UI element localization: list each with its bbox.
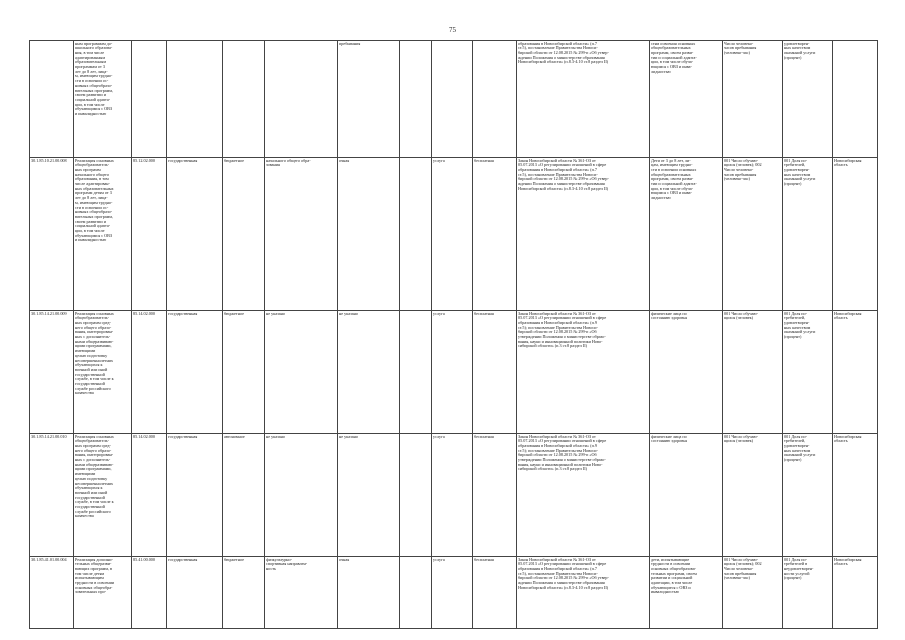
cell-text: 001 Число обучаю- щихся (человек); 002 Число человеко- часов пребывания (человеко-час) <box>724 556 762 581</box>
cell-content <box>265 557 338 629</box>
cell-volume <box>723 41 783 158</box>
cell-text: 001 Доля по- требителей, удовлетворен- ных качеством оказанной услуги (процент) <box>784 157 816 187</box>
cell-text: Реализация основных общеобразователь- ных программ сред- него общего образо- вания, интегрирован- ных с дополнитель- ными общеразвиваю- щими программами, имеющими целью подготовку несовершеннолетних обучающихся к военной или иной государственной службе, в том числе к государственной службе российского казачества <box>75 433 114 519</box>
cell-text: Новосибирская область <box>834 157 862 168</box>
cell-text: бесплатная <box>474 556 494 562</box>
cell-text: Новосибирская область <box>834 433 862 444</box>
cell-text: услуга <box>433 433 445 439</box>
cell-name <box>74 557 132 629</box>
cell-text: бюджетное <box>224 556 244 562</box>
table-row <box>30 557 878 629</box>
cell-consumers <box>650 557 723 629</box>
page-number: 75 <box>449 26 456 34</box>
cell-kind <box>167 158 223 311</box>
cell-form <box>432 434 473 557</box>
table-row <box>30 434 878 557</box>
cell-text: физические лица по состоянию здоровья <box>651 310 688 321</box>
cell-cond2 <box>400 434 432 557</box>
cell-okved <box>132 311 167 434</box>
cell-text: Закон Новосибирской области № 361-ОЗ от 05.07.2013 «О регулировании отношений в сфере образования в Новосибирской области» (п.9 ст.5); постановление Правительства Новоси- бирской области от 12.08.2015 № 299-п «Об утверждении Положения о министерстве образо- вания, науки и инновационной политики Ново- сибирской области» (п.3 ст.8 раздел II) <box>518 310 607 349</box>
cell-type <box>223 41 265 158</box>
cell-text: услуга <box>433 157 445 163</box>
cell-pay <box>473 158 517 311</box>
cell-kind <box>167 557 223 629</box>
cell-okved <box>132 41 167 158</box>
cell-text: 30.1.85.14.21.00.009 <box>31 310 67 316</box>
cell-quality <box>783 557 833 629</box>
cell-cond2 <box>400 311 432 434</box>
cell-text: пребывания <box>339 40 361 46</box>
cell-cond1 <box>338 311 400 434</box>
cell-code <box>30 158 74 311</box>
cell-text: государственная <box>168 157 198 163</box>
cell-text: Дети от 3 до 8 лет, ли- цам, имеющим трудно- сти в освоении основных общеобразовательных программ, своем разви- тии и социальной адапта- ции, в том числе обуча- ющимся с ОВЗ и инва- лидностью <box>651 157 697 201</box>
cell-text: бюджетное <box>224 310 244 316</box>
table-row <box>30 158 878 311</box>
cell-text: 001 Число обучаю- щихся (человек); 002 Число человеко- часов пребывания (человеко-час) <box>724 157 762 182</box>
cell-text: услуга <box>433 310 445 316</box>
cell-cond2 <box>400 158 432 311</box>
cell-text: Число человеко- часов пребывания (человеко-час) <box>724 40 757 55</box>
cell-text: 30.1.85.10.21.00.008 <box>31 157 67 163</box>
cell-okved <box>132 158 167 311</box>
cell-quality <box>783 434 833 557</box>
cell-text: Реализация дополни- тельных общеразви- вающих программ, в том числе детям испытывающим трудности в освоении основных общеобра- зовательных про- <box>75 556 115 595</box>
cell-text: Закон Новосибирской области № 361-ОЗ от 05.07.2013 «О регулировании отношений в сфере образования в Новосибирской области» (п.7 ст.5), постановление Правительства Новоси- бирской области от 12.08.2015 № 299-п «Об утвер- ждении Положения о министерстве образования Новосибирской области» (п.8.3-4.10 ст.8 раздел II) <box>518 157 609 191</box>
cell-text: стям освоения основных общеобразовательных программ, своем разви- тии и социальной адапта- ции, в том числе обуча- ющимся с ОВЗ и инва- лидностью <box>651 40 697 74</box>
cell-okved <box>132 557 167 629</box>
cell-law <box>517 311 650 434</box>
cell-text: 001 Доля по- требителей, удовлетворен- ных качеством оказанной услуги (процент) <box>784 433 816 463</box>
cell-content <box>265 311 338 434</box>
cell-text: 001 Число обучаю- щихся (человек) <box>724 310 759 321</box>
cell-form <box>432 41 473 158</box>
cell-text: 85.14.02.000 <box>133 310 155 316</box>
cell-text: Закон Новосибирской области № 361-ОЗ от 05.07.2013 «О регулировании отношений в сфере образования в Новосибирской области» (п.7 ст.5), постановление Правительства Новоси- бирской области от 12.08.2015 № 299-п «Об утвер- ждении Положения о министерстве образования Новосибирской области» (п.8.3-4.10 ст.8 раздел II) <box>518 556 609 590</box>
cell-law <box>517 557 650 629</box>
cell-text: ным программам до- школьного образова- ния, в том числе адаптированным образовательным программам от 3 лет до 8 лет, лица- м, имеющим трудно- сти в освоении ос- новных общеобразо- вательных программ, своем развитии и социальной адапта- ции, в том числе обучающимся с ОВЗ и инвалидностью <box>75 40 114 117</box>
cell-content <box>265 434 338 557</box>
table-body <box>30 41 878 629</box>
cell-text: бюджетное <box>224 157 244 163</box>
cell-form <box>432 311 473 434</box>
cell-pay <box>473 311 517 434</box>
cell-law <box>517 41 650 158</box>
cell-text: очная <box>339 157 350 163</box>
cell-pay <box>473 41 517 158</box>
cell-consumers <box>650 311 723 434</box>
cell-code <box>30 557 74 629</box>
cell-type <box>223 434 265 557</box>
cell-text: бесплатная <box>474 433 494 439</box>
cell-text: не указано <box>339 310 358 316</box>
cell-text: бесплатная <box>474 157 494 163</box>
cell-kind <box>167 311 223 434</box>
cell-consumers <box>650 434 723 557</box>
cell-territory <box>833 41 878 158</box>
cell-content <box>265 158 338 311</box>
cell-text: физкультурно- спортивная направлен- ность <box>266 556 308 571</box>
cell-text: 30.1.85.14.21.00.010 <box>31 433 67 439</box>
cell-territory <box>833 434 878 557</box>
cell-text: 001 Число обучаю- щихся (человек) <box>724 433 759 444</box>
cell-text: Реализация основных общеобразователь- ных программ начального общего образования, в том числе адаптирован- ных образовательных программ детям от 3 лет до 8 лет, лица- м, имеющим трудно- сти в освоении ос- новных общеобразо- вательных программ, своем развитии и социальной адапта- ции, в том числе обучающимся с ОВЗ и инвалидностью <box>75 157 114 243</box>
cell-form <box>432 557 473 629</box>
cell-text: Реализация основных общеобразователь- ных программ сред- него общего образо- вания, интегрирован- ных с дополнитель- ными общеразвиваю- щими программами, имеющими целью подготовку несовершеннолетних обучающихся к военной или иной государственной службе, в том числе к государственной службе российского казачества <box>75 310 114 396</box>
cell-cond2 <box>400 41 432 158</box>
cell-cond2 <box>400 557 432 629</box>
cell-type <box>223 557 265 629</box>
cell-volume <box>723 311 783 434</box>
cell-text: не указано <box>339 433 358 439</box>
cell-name <box>74 158 132 311</box>
cell-content <box>265 41 338 158</box>
cell-okved <box>132 434 167 557</box>
cell-text: 85.12.02.000 <box>133 157 155 163</box>
cell-volume <box>723 158 783 311</box>
cell-type <box>223 311 265 434</box>
cell-text: государственная <box>168 433 198 439</box>
cell-pay <box>473 557 517 629</box>
cell-law <box>517 434 650 557</box>
cell-kind <box>167 434 223 557</box>
table-row <box>30 41 878 158</box>
cell-cond1 <box>338 557 400 629</box>
cell-text: 85.41.00.000 <box>133 556 155 562</box>
cell-volume <box>723 557 783 629</box>
cell-volume <box>723 434 783 557</box>
services-register-table <box>29 40 878 629</box>
cell-code <box>30 311 74 434</box>
cell-text: образования в Новосибирской области» (п.7 ст.5), постановление Правительства Новоси- бирской области от 12.08.2015 № 299-п «Об утвер- ждении Положения о министерстве образования Новосибирской области» (п.8.3-4.10 ст.8 раздел II) <box>518 40 609 65</box>
cell-name <box>74 434 132 557</box>
cell-territory <box>833 311 878 434</box>
cell-law <box>517 158 650 311</box>
cell-text: не указано <box>266 310 285 316</box>
cell-form <box>432 158 473 311</box>
cell-text: услуга <box>433 556 445 562</box>
cell-text: государственная <box>168 310 198 316</box>
cell-type <box>223 158 265 311</box>
cell-text: Новосибирская область <box>834 556 862 567</box>
cell-text: 001 Доля по- требителей в неудовлетворен- ности услугой (процент) <box>784 556 814 581</box>
cell-text: 001 Доля по- требителей, удовлетворен- ных качеством оказанной услуги (процент) <box>784 310 816 340</box>
cell-code <box>30 41 74 158</box>
cell-quality <box>783 41 833 158</box>
cell-text: физические лица по состоянию здоровья <box>651 433 688 444</box>
cell-text: Новосибирская область <box>834 310 862 321</box>
cell-text: Закон Новосибирской области № 361-ОЗ от 05.07.2013 «О регулировании отношений в сфере образования в Новосибирской области» (п.9 ст.5); постановление Правительства Новоси- бирской области от 12.08.2015 № 299-п «Об утверждении Положения о министерстве образо- вания, науки и инновационной политики Ново- сибирской области» (п.3 ст.8 раздел II) <box>518 433 607 472</box>
cell-text: удовлетворен- ных качеством оказанной услуги (процент) <box>784 40 816 60</box>
cell-cond1 <box>338 158 400 311</box>
cell-pay <box>473 434 517 557</box>
cell-cond1 <box>338 434 400 557</box>
cell-territory <box>833 557 878 629</box>
cell-text: дети, испытывающие трудности в освоении основных общеобразова- тельных программ, своем развитии и социальной адаптации, в том числе обучающиеся с ОВЗ и инвалидностью <box>651 556 697 595</box>
cell-code <box>30 434 74 557</box>
cell-text: 85.14.02.000 <box>133 433 155 439</box>
cell-text: государственная <box>168 556 198 562</box>
cell-cond1 <box>338 41 400 158</box>
cell-text: не указано <box>266 433 285 439</box>
cell-kind <box>167 41 223 158</box>
cell-quality <box>783 311 833 434</box>
cell-text: 30.1.85.41.01.00.004 <box>31 556 67 562</box>
cell-territory <box>833 158 878 311</box>
table-row <box>30 311 878 434</box>
cell-quality <box>783 158 833 311</box>
cell-consumers <box>650 158 723 311</box>
cell-name <box>74 41 132 158</box>
cell-text: бесплатная <box>474 310 494 316</box>
cell-text: автономное <box>224 433 245 439</box>
cell-text: начального общего обра- зования <box>266 157 311 168</box>
cell-name <box>74 311 132 434</box>
cell-consumers <box>650 41 723 158</box>
cell-text: очная <box>339 556 350 562</box>
